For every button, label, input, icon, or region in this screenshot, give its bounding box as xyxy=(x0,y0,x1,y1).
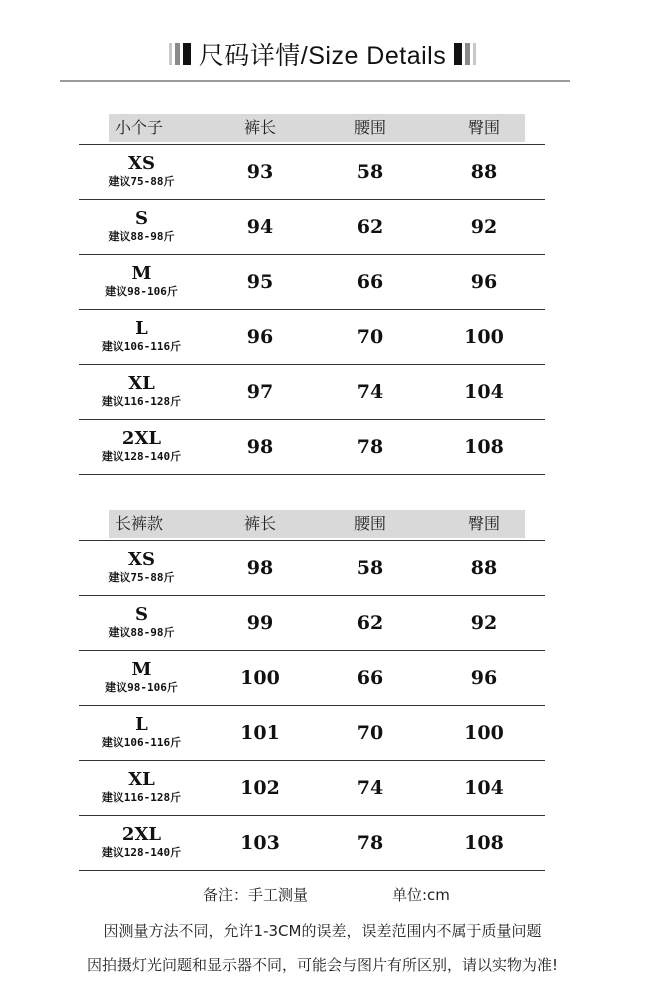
left-bars-decoration xyxy=(169,43,191,65)
table-row xyxy=(79,419,545,475)
weight-hint: 建议116-128斤 xyxy=(101,791,182,804)
size-label: XS xyxy=(128,549,155,570)
table-row xyxy=(79,815,545,871)
header-style: 长裤款 xyxy=(115,514,164,533)
header-style: 小个子 xyxy=(115,118,164,137)
table-row xyxy=(79,199,545,254)
weight-hint: 建议98-106斤 xyxy=(105,681,178,694)
length-value: 95 xyxy=(246,271,274,293)
unit-text: 单位:cm xyxy=(392,886,450,904)
length-value: 98 xyxy=(246,557,274,579)
hip-value: 92 xyxy=(470,216,498,238)
weight-hint: 建议98-106斤 xyxy=(105,285,178,298)
table-header xyxy=(79,114,545,144)
waist-value: 58 xyxy=(356,557,384,579)
header-hip: 臀围 xyxy=(467,118,500,137)
size-label: M xyxy=(131,263,152,284)
hip-value: 96 xyxy=(470,271,498,293)
waist-value: 58 xyxy=(356,161,384,183)
weight-hint: 建议106-116斤 xyxy=(101,340,182,353)
size-label: L xyxy=(135,318,148,339)
footer-line-disclaimer: 因拍摄灯光问题和显示器不同，可能会与图片有所区别，请以实物为准! xyxy=(86,956,559,974)
size-label: XL xyxy=(128,769,155,790)
weight-hint: 建议128-140斤 xyxy=(101,846,182,859)
waist-value: 66 xyxy=(356,667,384,689)
table-row xyxy=(79,705,545,760)
length-value: 102 xyxy=(240,777,280,799)
hip-value: 88 xyxy=(470,557,498,579)
table-row xyxy=(79,595,545,650)
table-row xyxy=(79,650,545,705)
size-label: L xyxy=(135,714,148,735)
weight-hint: 建议88-98斤 xyxy=(108,230,175,243)
weight-hint: 建议88-98斤 xyxy=(108,626,175,639)
weight-hint: 建议106-116斤 xyxy=(101,736,182,749)
waist-value: 78 xyxy=(356,832,384,854)
size-label: 2XL xyxy=(121,824,162,845)
size-label: XL xyxy=(128,373,155,394)
hip-value: 92 xyxy=(470,612,498,634)
page-title-text: 尺码详情/Size Details xyxy=(198,42,447,70)
waist-value: 62 xyxy=(356,216,384,238)
waist-value: 74 xyxy=(356,381,384,403)
header-length: 裤长 xyxy=(243,118,276,137)
waist-value: 62 xyxy=(356,612,384,634)
header-length: 裤长 xyxy=(243,514,276,533)
footer-line-tolerance: 因测量方法不同，允许1-3CM的误差，误差范围内不属于质量问题 xyxy=(103,922,542,940)
weight-hint: 建议116-128斤 xyxy=(101,395,182,408)
remark-text: 备注：手工测量 xyxy=(203,886,309,904)
size-label: 2XL xyxy=(121,428,162,449)
size-label: M xyxy=(131,659,152,680)
size-table-long xyxy=(79,510,545,871)
length-value: 101 xyxy=(240,722,280,744)
length-value: 98 xyxy=(246,436,274,458)
hip-value: 108 xyxy=(464,436,504,458)
measurement-note xyxy=(0,884,645,906)
length-value: 100 xyxy=(240,667,280,689)
waist-value: 70 xyxy=(356,722,384,744)
size-label: XS xyxy=(128,153,155,174)
waist-value: 74 xyxy=(356,777,384,799)
hip-value: 104 xyxy=(464,381,504,403)
length-value: 94 xyxy=(246,216,274,238)
table-row xyxy=(79,364,545,419)
right-bars-decoration xyxy=(454,43,476,65)
length-value: 97 xyxy=(246,381,274,403)
hip-value: 100 xyxy=(464,722,504,744)
waist-value: 66 xyxy=(356,271,384,293)
length-value: 93 xyxy=(246,161,274,183)
table-row xyxy=(79,254,545,309)
hip-value: 100 xyxy=(464,326,504,348)
table-header xyxy=(79,510,545,540)
header-waist: 腰围 xyxy=(353,514,386,533)
weight-hint: 建议75-88斤 xyxy=(108,175,175,188)
table-row xyxy=(79,144,545,199)
length-value: 99 xyxy=(246,612,274,634)
table-row xyxy=(79,309,545,364)
size-label: S xyxy=(135,604,148,625)
weight-hint: 建议128-140斤 xyxy=(101,450,182,463)
size-table-petite xyxy=(79,114,545,475)
length-value: 96 xyxy=(246,326,274,348)
header-hip: 臀围 xyxy=(467,514,500,533)
title-divider xyxy=(60,80,570,82)
hip-value: 88 xyxy=(470,161,498,183)
table-row xyxy=(79,760,545,815)
weight-hint: 建议75-88斤 xyxy=(108,571,175,584)
hip-value: 104 xyxy=(464,777,504,799)
waist-value: 70 xyxy=(356,326,384,348)
header-waist: 腰围 xyxy=(353,118,386,137)
waist-value: 78 xyxy=(356,436,384,458)
length-value: 103 xyxy=(240,832,280,854)
hip-value: 108 xyxy=(464,832,504,854)
hip-value: 96 xyxy=(470,667,498,689)
size-label: S xyxy=(135,208,148,229)
table-row xyxy=(79,540,545,595)
page-title xyxy=(0,34,645,74)
